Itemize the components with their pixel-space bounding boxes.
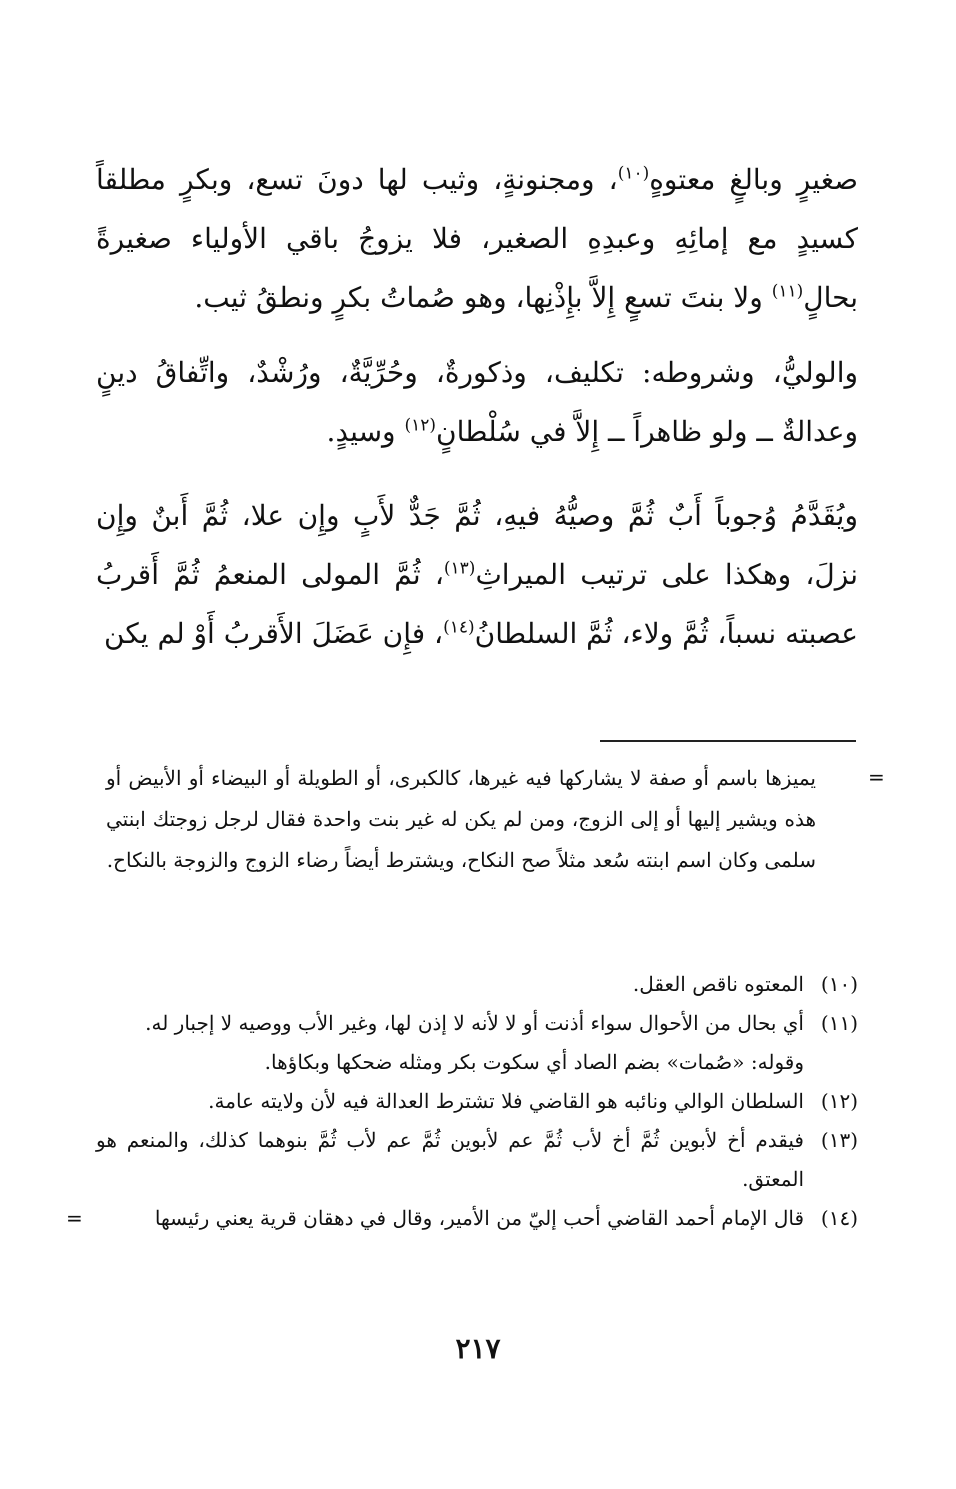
- footnote-12: [96, 1082, 858, 1121]
- footnote-14: [66, 1199, 858, 1238]
- footnote-10: [96, 965, 858, 1004]
- footnote-continuation: يميزها باسم أو صفة لا يشاركها فيه غيرها، كالكبرى، أو الطويلة أو البيضاء أو الأبيض أو هذه ويشير إليها أو إلى الزوج، ومن لم يكن له غير بنت واحدة فقال لرجل زوجتك ابنتي سلمى وكان اسم ابنته سُعد مثلاً صح النكاح، ويشترط أيضاً رضاء الزوج والزوجة بالنكاح.: [106, 766, 816, 872]
- footnote-text: وقوله: «صُمات» بضم الصاد أي سكوت بكر ومثله ضحكها وبكاؤها.: [264, 1050, 804, 1074]
- footnote-text: المعتوه ناقص العقل.: [632, 972, 804, 996]
- main-paragraph-2: [96, 343, 858, 461]
- footnote-ref-11[interactable]: (١١): [771, 281, 804, 302]
- paragraph-text: ولا بنتَ تسعٍ إِلاَّ بإِذْنِها، وهو صُماتُ بكرٍ ونطقُ ثيب.: [194, 281, 772, 314]
- footnote-number: (١٤): [820, 1206, 858, 1230]
- paragraph-text: ، فإِن عَضَلَ الأَقربُ أَوْ لم يكن: [104, 617, 444, 650]
- paragraph-text: ، ثُمَّ المولى المنعمُ ثُمَّ أَقربُ عصبته نسباً، ثُمَّ ولاء، ثُمَّ السلطانُ: [96, 558, 858, 650]
- footnotes-list: [66, 965, 858, 1238]
- paragraph-text: ويُقَدَّمُ وُجوباً أَبٌ ثُمَّ وصيُّهُ فيهِ، ثُمَّ جَدٌّ لأَبٍ وإِن علا، ثُمَّ أَبنٌ وإِن نزلَ، وهكذا على ترتيب الميراثِ: [96, 499, 858, 591]
- footnote-number: (١٣): [820, 1128, 858, 1152]
- main-paragraph-1: [96, 150, 858, 327]
- paragraph-text: ، ومجنونةٍ، وثيب لها دونَ تسع، وبكرٍ مطلقاً كسيدٍ مع إمائِهِ وعبدِهِ الصغير، فلا يزوجُ باقي الأولياء صغيرةً بحالٍ: [96, 163, 858, 314]
- paragraph-text: والوليُّ، وشروطه: تكليف، وذكورةٌ، وحُرِّيَّةٌ، ورُشْدٌ، واتِّفاقُ دينٍ وعدالةٌ ــ ولو ظاهراً ــ إِلاَّ في سُلْطانٍ: [96, 356, 858, 448]
- main-paragraph-3: [96, 486, 858, 663]
- footnote-11-continued: [96, 1043, 858, 1082]
- footnote-ref-10[interactable]: (١٠): [617, 163, 650, 184]
- footnote-text: السلطان الوالي ونائبه هو القاضي فلا تشترط العدالة فيه لأن ولايته عامة.: [208, 1089, 804, 1113]
- footnote-number: (١٢): [820, 1089, 858, 1113]
- footnote-text: قال الإمام أحمد القاضي أحب إليّ من الأمير، وقال في دهقان قرية يعني رئيسها: [154, 1206, 804, 1230]
- footnote-text: فيقدم أخ لأبوين ثُمَّ أخ لأب ثُمَّ عم لأبوين ثُمَّ عم لأب ثُمَّ بنوهما كذلك، والمنعم هو المعتق.: [96, 1128, 804, 1191]
- footnote-number: (١١): [820, 1011, 858, 1035]
- continuation-mark: =: [868, 765, 885, 789]
- footnote-13: [96, 1121, 858, 1199]
- footnote-text: أي بحال من الأحوال سواء أذنت أو لا لأنه لا إذن لها، وغير الأب ووصيه لا إجبار له.: [145, 1011, 804, 1035]
- paragraph-text: وسيدٍ.: [326, 415, 405, 448]
- footnote-11: [96, 1004, 858, 1043]
- paragraph-text: صغيرٍ وبالغٍ معتوهٍ: [649, 163, 858, 196]
- footnote-ref-14[interactable]: (١٤): [443, 617, 475, 638]
- footnote-separator: [600, 740, 856, 742]
- footnote-ref-12[interactable]: (١٢): [404, 415, 437, 436]
- footnote-ref-13[interactable]: (١٣): [443, 558, 476, 579]
- page-number: ٢١٧: [455, 1332, 501, 1365]
- footnote-number: (١٠): [820, 972, 858, 996]
- continuation-mark: =: [66, 1206, 83, 1230]
